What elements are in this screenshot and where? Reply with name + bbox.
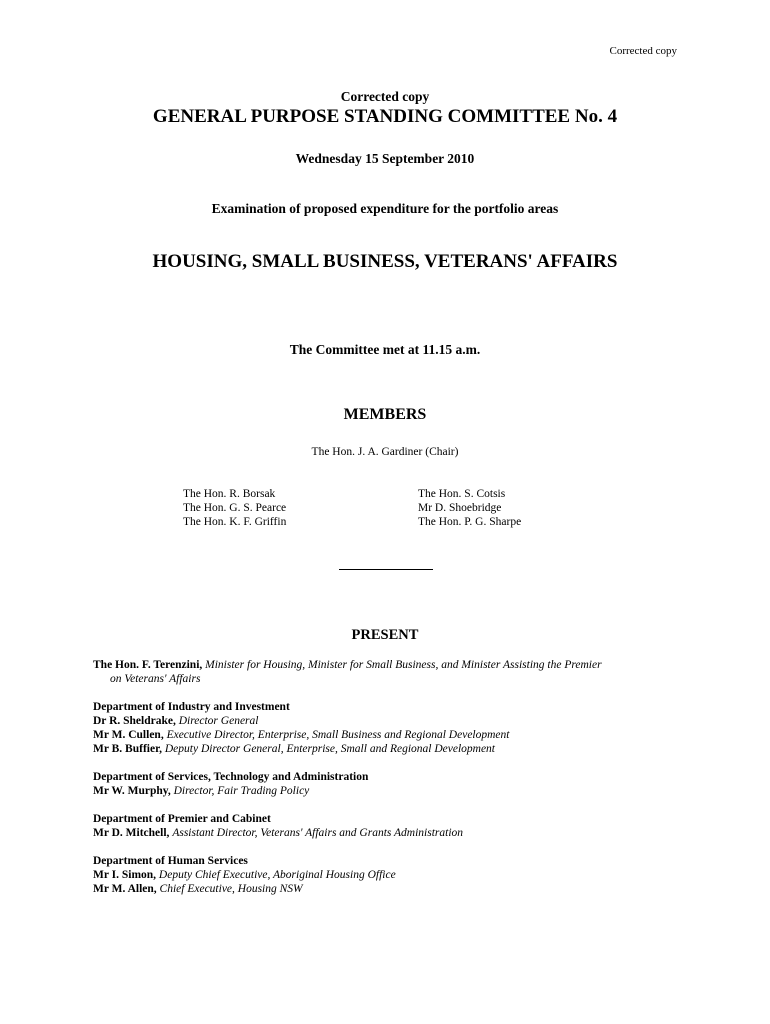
official-entry <box>93 826 693 840</box>
official-name: Mr B. Buffier, <box>93 743 162 755</box>
section-divider <box>339 569 433 570</box>
official-entry <box>93 742 693 756</box>
official-entry <box>93 728 693 742</box>
members-heading: MEMBERS <box>343 406 427 423</box>
official-entry <box>93 882 693 896</box>
official-name: Mr M. Allen, <box>93 883 157 895</box>
official-role: Chief Executive, Housing NSW <box>159 883 303 895</box>
meeting-time: The Committee met at 11.15 a.m. <box>289 342 481 357</box>
official-entry <box>93 868 693 882</box>
members-left-column <box>183 487 286 530</box>
minister-entry <box>93 658 693 686</box>
official-role: Deputy Chief Executive, Aboriginal Housing Office <box>158 869 396 881</box>
official-role: Deputy Director General, Enterprise, Small and Regional Development <box>164 743 496 755</box>
department-name: Department of Premier and Cabinet <box>93 813 271 825</box>
member-name: The Hon. R. Borsak <box>183 488 276 500</box>
official-entry <box>93 714 693 728</box>
hearing-date: Wednesday 15 September 2010 <box>295 151 475 166</box>
official-name: Mr I. Simon, <box>93 869 157 881</box>
member-name: Mr D. Shoebridge <box>418 502 502 515</box>
department-group <box>93 854 693 896</box>
minister-role: Minister for Housing, Minister for Small Business, and Minister Assisting the Premier <box>205 659 602 671</box>
corrected-copy-label: Corrected copy <box>340 89 430 104</box>
member-name: The Hon. K. F. Griffin <box>183 516 287 529</box>
official-name: Dr R. Sheldrake, <box>93 715 176 727</box>
chair-member: The Hon. J. A. Gardiner (Chair) <box>311 446 459 458</box>
official-name: Mr W. Murphy, <box>93 785 171 797</box>
department-group <box>93 700 693 756</box>
members-right-column <box>418 487 521 530</box>
department-group <box>93 770 693 798</box>
official-role: Director General <box>178 715 259 727</box>
department-group <box>93 812 693 840</box>
portfolio-title: HOUSING, SMALL BUSINESS, VETERANS' AFFAIRS <box>152 251 618 272</box>
minister-role-continued: on Veterans' Affairs <box>110 673 201 685</box>
committee-title: GENERAL PURPOSE STANDING COMMITTEE No. 4 <box>152 106 618 127</box>
official-entry <box>93 784 693 798</box>
present-heading: PRESENT <box>351 627 419 643</box>
examination-subtitle: Examination of proposed expenditure for the portfolio areas <box>211 201 559 216</box>
official-role: Director, Fair Trading Policy <box>173 785 310 797</box>
department-name: Department of Industry and Investment <box>93 701 290 713</box>
official-name: Mr D. Mitchell, <box>93 827 170 839</box>
member-name: The Hon. P. G. Sharpe <box>418 516 522 529</box>
department-name: Department of Services, Technology and Administration <box>93 771 369 783</box>
member-name: The Hon. G. S. Pearce <box>183 502 287 515</box>
official-name: Mr M. Cullen, <box>93 729 164 741</box>
header-note: Corrected copy <box>609 45 677 57</box>
minister-name: The Hon. F. Terenzini, <box>93 659 203 671</box>
official-role: Assistant Director, Veterans' Affairs and Grants Administration <box>172 827 464 839</box>
member-name: The Hon. S. Cotsis <box>418 488 506 500</box>
department-name: Department of Human Services <box>93 855 248 867</box>
official-role: Executive Director, Enterprise, Small Business and Regional Development <box>166 729 510 741</box>
